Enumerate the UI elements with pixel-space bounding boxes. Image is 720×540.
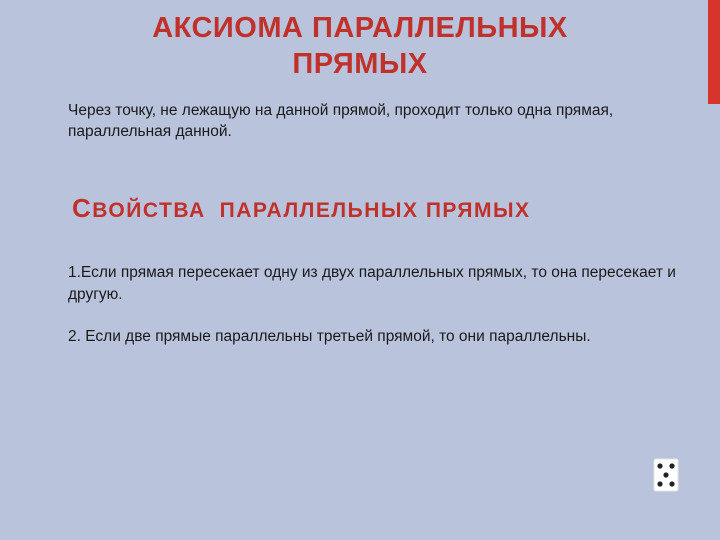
slide-title [60,10,660,82]
axiom-text: Через точку, не лежащую на данной прямой, проходит только одна прямая, параллельная данной. [68,102,614,140]
accent-bar [708,0,720,104]
property-item-2: 2. Если две прямые параллельны третьей прямой, то они параллельны. [68,328,591,345]
title-line-2: ПРЯМЫХ [292,48,428,80]
properties-heading-words-2: ПАРАЛЛЕЛЬНЫХ ПРЯМЫХ [219,199,531,222]
properties-heading [72,193,712,226]
title-line-1: АКСИОМА ПАРАЛЛЕЛЬНЫХ [152,12,568,44]
dice-icon [652,458,680,492]
property-item-1: 1.Если прямая пересекает одну из двух параллельных прямых, то она пересекает и другую. [68,264,676,303]
properties-heading-first-letter: С [72,193,93,223]
properties-heading-word-1: ВОЙСТВА [92,199,206,222]
